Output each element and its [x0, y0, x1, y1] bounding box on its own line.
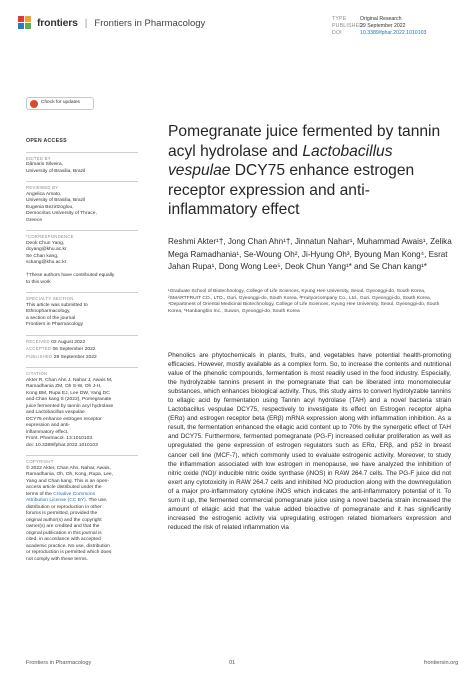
article-title: Pomegranate juice fermented by tannin acyl hydrolase and Lactobacillus vespulae DCY75 enhance estrogen receptor expression and anti-inflammatory effect	[168, 123, 441, 219]
logo-separator: |	[84, 17, 88, 29]
citation: CITATION Akter R, Chan Ahn J, Nahar J, Awais M, Ramadhania ZM, Oh S-W, Oh J-H, Kong BM, Rupa EJ, Lee DW, Yang DC and Chan kang S (2022), Pomegranate juice fermented by tannin acyl hydrolase and Lactobacillus vespulae DCY75 enhance estrogen receptor expression and anti- inflammatory effect. Front. Pharmacol. 13:1010103. doi: 10.3389/fphar.2022.1010103	[26, 367, 138, 449]
edited-by: EDITED BY Dâmaris Silveira, University of Brasilia, Brazil	[26, 152, 138, 176]
cc-by-license-link[interactable]: Creative Commons Attribution License (CC BY)	[26, 491, 96, 503]
frontiers-logo-icon	[18, 16, 32, 30]
meta-doi: DOI 10.3389/fphar.2022.1010103	[332, 30, 427, 36]
footer-site-link[interactable]: frontiersin.org	[424, 660, 459, 666]
page-number: 01	[229, 660, 236, 666]
footer-journal: Frontiers in Pharmacology	[26, 660, 92, 666]
frontiers-logo	[18, 16, 205, 30]
article-meta	[332, 16, 426, 37]
specialty-section: SPECIALTY SECTION This article was submitted to Ethnopharmacology, a section of the journal Frontiers in Pharmacology	[26, 292, 138, 329]
affiliations: ¹Graduate School of Biotechnology, College of Life Sciences, Kyung Hee University, Seoul, Gyeonggi-do, South Korea, ²SMARTFRUIT CO., LTD., Guri, Gyeonggi-do, South Korea, ³Fruityorcompany Co., Ltd., Guri, Gyeonggi-do, South Korea, ⁴Department of Oriental Medicinal Biotechnology, College of Life Sciences, Kyung Hee University, Seoul, Gyeonggi-do, South Korea, ⁵Hanbangbio Inc., Suwon, Gyeonggi-do, South Korea	[168, 289, 440, 314]
copyright: COPYRIGHT © 2022 Akter, Chan Ahn, Nahar, Awais, Ramadhania, Oh, Oh, Kong, Rupa, Lee, Yang and Chan kang. This is an open- access article distributed under the terms of the Creative Commons Attribution License (CC BY). The use, distribution or reproduction in other forums is permitted, provided the original author(s) and the copyright owner(s) are credited and that the original publication in this journal is cited, in accordance with accepted academic practice. No use, distribution or reproduction is permitted which does not comply with these terms.	[26, 455, 138, 563]
open-access-label: OPEN ACCESS	[26, 138, 67, 144]
logo-word: frontiers	[37, 17, 78, 29]
check-updates-label: Check for updates	[41, 100, 80, 106]
meta-type: TYPE Original Research	[332, 16, 402, 22]
author-list: Reshmi Akter¹†, Jong Chan Ahn¹†, Jinnatun Nahar¹, Muhammad Awais¹, Zelika Mega Ramadhania¹, Se-Woung Oh², Ji-Hyung Oh³, Byoung Man Kong⁴, Esrat Jahan Rupa¹, Dong Wong Lee⁵, Deok Chun Yang¹* and Se Chan kang¹*	[168, 237, 452, 272]
check-updates-icon	[30, 100, 38, 108]
doi-link[interactable]: 10.3389/fphar.2022.1010103	[360, 30, 427, 36]
abstract: Phenolics are phytochemicals in plants, fruits, and vegetables have potential health-promoting efficacies. However, mostly available as a complex form. So, to increase the contents and nutritional value of the phenolic compounds, fermentation is most readily used in the food industry. Especially, the hydrolyzable tannins present in the pomegranate that can be liberated into monomolecular substances, which enhances biological activity. Thus, this study aims to convert hydrolyzable tannins to ellagic acid by fermentation using Tannin acyl hydrolase (TAH) and a novel bacteria strain Lactobacillus vespulae DCY75, respectively to investigate its effect on Estrogen receptor alpha (ERα) and estrogen receptor beta (ERβ) mRNA expression along with inflammation inhibition. As a result, the fermentation enhanced the ellagic acid content up to 70% by the synergetic effect of TAH and DCY75. Furthermore, fermented pomegranate (PG-F) increased cellular proliferation as well as upregulated the gene expression of estrogen regulators such as ERα, ERβ, and pS2 in breast cancer cell line (MCF-7), which commonly used to evaluate estrogenic activity. Moreover, to study the inflammation associated with low estrogen in menopause, we have analyzed the inhibition of nitric oxide (NO)/ inducible nitric oxide synthase (iNOS) in RAW 264.7 cells. The PG-F juice did not exert any cytotoxicity in RAW 264.7 cells and inhibited NO production along with the downregulation of a major pro-inflammatory cytokine iNOS which indicates the anti-inflammatory potential of it. To sum it up, the fermented commercial pomegranate juice using a novel bacteria strain increased the amount of ellagic acid that the value added bioactive of pomegranate and it has significantly increased the estrogenic activity via upregulating estrogen related biomarkers expression and reduced the risk of related inflammation via	[168, 352, 451, 531]
reviewed-by: REVIEWED BY Angelica Amato, University of Brasilia, Brazil Eugenia Bezirtzoglou, Democritus University of Thrace, Greece	[26, 181, 138, 224]
sidebar	[26, 97, 138, 569]
meta-published: PUBLISHED29 September 2022	[332, 23, 406, 29]
dates: RECEIVED 02 August 2022 ACCEPTED 06 September 2022 PUBLISHED 29 September 2022	[26, 335, 138, 362]
journal-name: Frontiers in Pharmacology	[94, 17, 206, 29]
correspondence: *CORRESPONDENCE Deok Chun Yang, dcyang@khu.ac.kr Se Chan kang, sckang@khu.ac.kr †These authors have contributed equally to this work	[26, 230, 138, 286]
check-for-updates-button[interactable]	[26, 97, 94, 110]
